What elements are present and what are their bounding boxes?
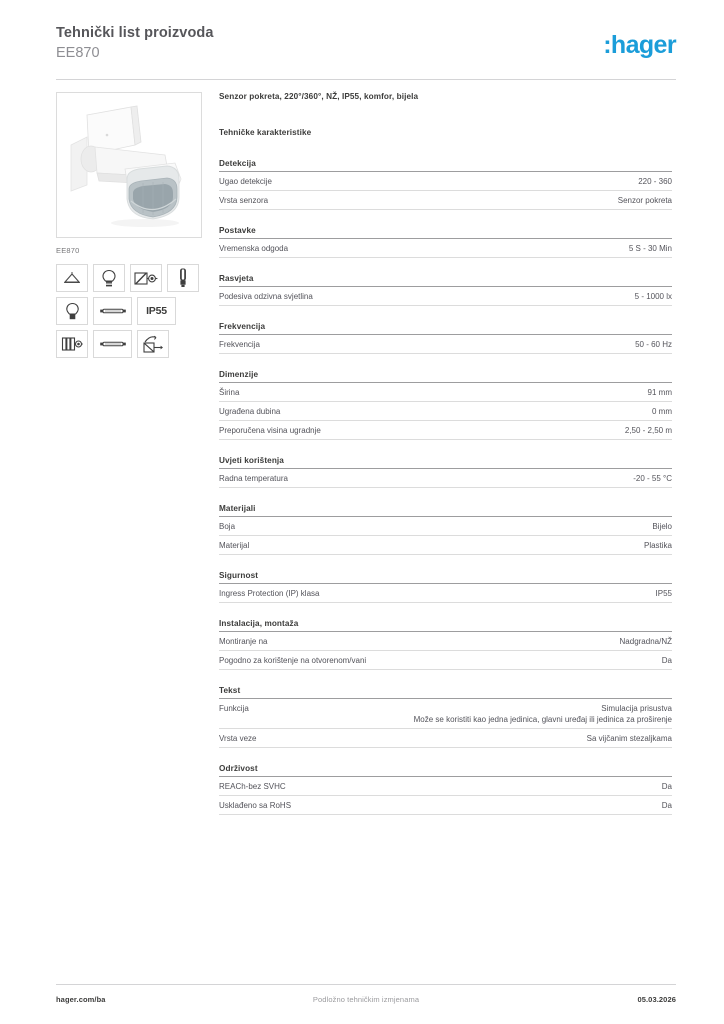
spec-value-line: 50 - 60 Hz xyxy=(635,340,672,349)
spec-label: Ugrađena dubina xyxy=(219,407,281,416)
spec-value xyxy=(298,243,672,254)
spec-row xyxy=(219,699,672,729)
specifications-column xyxy=(219,92,672,815)
ip55-icon xyxy=(137,297,176,325)
spec-section xyxy=(219,764,672,815)
spec-label: Montiranje na xyxy=(219,637,268,646)
spec-section xyxy=(219,274,672,306)
spec-row xyxy=(219,402,672,421)
spec-value-line: -20 - 55 °C xyxy=(633,474,672,483)
spec-value-line: 2,50 - 2,50 m xyxy=(624,426,672,435)
spec-section-title: Rasvjeta xyxy=(219,274,672,287)
spec-value-line: Plastika xyxy=(643,541,672,550)
spec-value-line: 0 mm xyxy=(652,407,672,416)
spec-value-line: Senzor pokreta xyxy=(617,196,672,205)
spec-section-title: Sigurnost xyxy=(219,571,672,584)
spec-value xyxy=(301,800,672,811)
spec-value xyxy=(376,655,672,666)
spec-value xyxy=(278,195,672,206)
header-titles xyxy=(56,24,214,63)
spec-label: Funkcija xyxy=(219,704,249,713)
spec-section-title: Frekvencija xyxy=(219,322,672,335)
spec-value-line: 220 - 360 xyxy=(638,177,672,186)
spec-value xyxy=(331,425,672,436)
spec-section xyxy=(219,504,672,555)
spec-row xyxy=(219,584,672,603)
spec-value xyxy=(323,291,672,302)
led-module-icon xyxy=(56,330,88,358)
spec-value-line: Da xyxy=(661,656,672,665)
spec-row xyxy=(219,191,672,210)
spec-value-line: Da xyxy=(661,782,672,791)
spec-row xyxy=(219,335,672,354)
tech-specs-heading: Tehničke karakteristike xyxy=(219,128,312,137)
spec-section-title: Detekcija xyxy=(219,159,672,172)
incandescent-lamp-icon xyxy=(93,264,125,292)
spec-section xyxy=(219,619,672,670)
spec-row xyxy=(219,469,672,488)
spec-label: Boja xyxy=(219,522,236,531)
spec-section xyxy=(219,686,672,748)
transformer-lamp-icon xyxy=(130,264,162,292)
spec-row xyxy=(219,172,672,191)
spec-section xyxy=(219,456,672,488)
spec-row xyxy=(219,287,672,306)
spec-value-line: Nadgradna/NŽ xyxy=(619,637,672,646)
spec-value-line: Da xyxy=(661,801,672,810)
spec-row xyxy=(219,239,672,258)
footer-disclaimer: Podložno tehničkim izmjenama xyxy=(312,995,420,1004)
specification-sections xyxy=(219,159,672,815)
product-reference-subtitle: EE870 xyxy=(56,45,100,61)
spec-label: Materijal xyxy=(219,541,250,550)
spec-section-title: Održivost xyxy=(219,764,672,777)
spec-label: Usklađeno sa RoHS xyxy=(219,801,292,810)
spec-value xyxy=(298,473,672,484)
spec-label: Ingress Protection (IP) klasa xyxy=(219,589,320,598)
spec-section-title: Dimenzije xyxy=(219,370,672,383)
product-media-column xyxy=(56,92,204,358)
spec-section xyxy=(219,370,672,440)
fluorescent-lamp-icon xyxy=(167,264,199,292)
tube-lamp-2-icon xyxy=(93,330,132,358)
spec-value-line: 5 - 1000 lx xyxy=(634,292,672,301)
spec-row xyxy=(219,632,672,651)
spec-value xyxy=(296,781,672,792)
spec-label: Podesiva odzivna svjetlina xyxy=(219,292,313,301)
spec-row xyxy=(219,421,672,440)
spec-section xyxy=(219,226,672,258)
spec-label: Širina xyxy=(219,388,240,397)
hager-logo: :hager xyxy=(603,31,676,59)
spec-label: Vrsta veze xyxy=(219,734,257,743)
spec-value xyxy=(267,733,673,744)
footer-website[interactable]: hager.com/ba xyxy=(56,995,106,1004)
spec-value-line: IP55 xyxy=(655,589,672,598)
spec-row xyxy=(219,729,672,748)
tube-lamp-icon xyxy=(93,297,132,325)
spec-row xyxy=(219,651,672,670)
spec-label: Radna temperatura xyxy=(219,474,288,483)
wall-mount-sensor-icon xyxy=(137,330,169,358)
spec-label: Ugao detekcije xyxy=(219,177,272,186)
spec-section-title: Instalacija, montaža xyxy=(219,619,672,632)
page-header xyxy=(56,24,676,76)
spec-value-line-secondary: Može se koristiti kao jedna jedinica, glavni uređaj ili jedinica za proširenje xyxy=(413,715,672,724)
spec-section xyxy=(219,571,672,603)
spec-label: Preporučena visina ugradnje xyxy=(219,426,321,435)
spec-section-title: Tekst xyxy=(219,686,672,699)
footer-divider xyxy=(56,984,676,985)
ceiling-mount-icon xyxy=(56,264,88,292)
spec-value xyxy=(259,540,672,551)
spec-value-line: 91 mm xyxy=(647,388,672,397)
page-footer xyxy=(56,995,676,1011)
header-divider xyxy=(56,79,676,80)
spec-value xyxy=(329,588,672,599)
spec-row xyxy=(219,536,672,555)
page-title: Tehnički list proizvoda xyxy=(56,25,214,41)
spec-value-line: Bijelo xyxy=(652,522,672,531)
product-image-caption: EE870 xyxy=(56,246,80,255)
spec-label: Vrsta senzora xyxy=(219,196,269,205)
spec-section-title: Materijali xyxy=(219,504,672,517)
ip55-label: IP55 xyxy=(146,305,167,317)
spec-section-title: Uvjeti korištenja xyxy=(219,456,672,469)
spec-value xyxy=(249,387,672,398)
motion-sensor-illustration xyxy=(57,93,201,237)
product-image xyxy=(56,92,202,238)
spec-value xyxy=(277,636,672,647)
bulb-icon xyxy=(56,297,88,325)
spec-label: REACh-bez SVHC xyxy=(219,782,286,791)
spec-label: Vremenska odgoda xyxy=(219,244,289,253)
spec-label: Pogodno za korištenje na otvorenom/vani xyxy=(219,656,367,665)
spec-value-line: Sa vijčanim stezaljkama xyxy=(586,734,672,743)
spec-section xyxy=(219,159,672,210)
spec-section-title: Postavke xyxy=(219,226,672,239)
spec-row xyxy=(219,796,672,815)
spec-value xyxy=(282,176,672,187)
product-description: Senzor pokreta, 220°/360°, NŽ, IP55, komfor, bijela xyxy=(219,92,419,101)
spec-value xyxy=(290,406,672,417)
spec-label: Frekvencija xyxy=(219,340,260,349)
spec-value xyxy=(270,339,672,350)
spec-value xyxy=(259,703,672,725)
spec-row xyxy=(219,517,672,536)
spec-value-line: 5 S - 30 Min xyxy=(628,244,672,253)
spec-row xyxy=(219,777,672,796)
product-feature-icons xyxy=(56,264,208,358)
spec-value xyxy=(245,521,672,532)
spec-value-line: Simulacija prisustva xyxy=(601,704,672,713)
spec-row xyxy=(219,383,672,402)
footer-date: 05.03.2026 xyxy=(637,995,676,1004)
spec-section xyxy=(219,322,672,354)
